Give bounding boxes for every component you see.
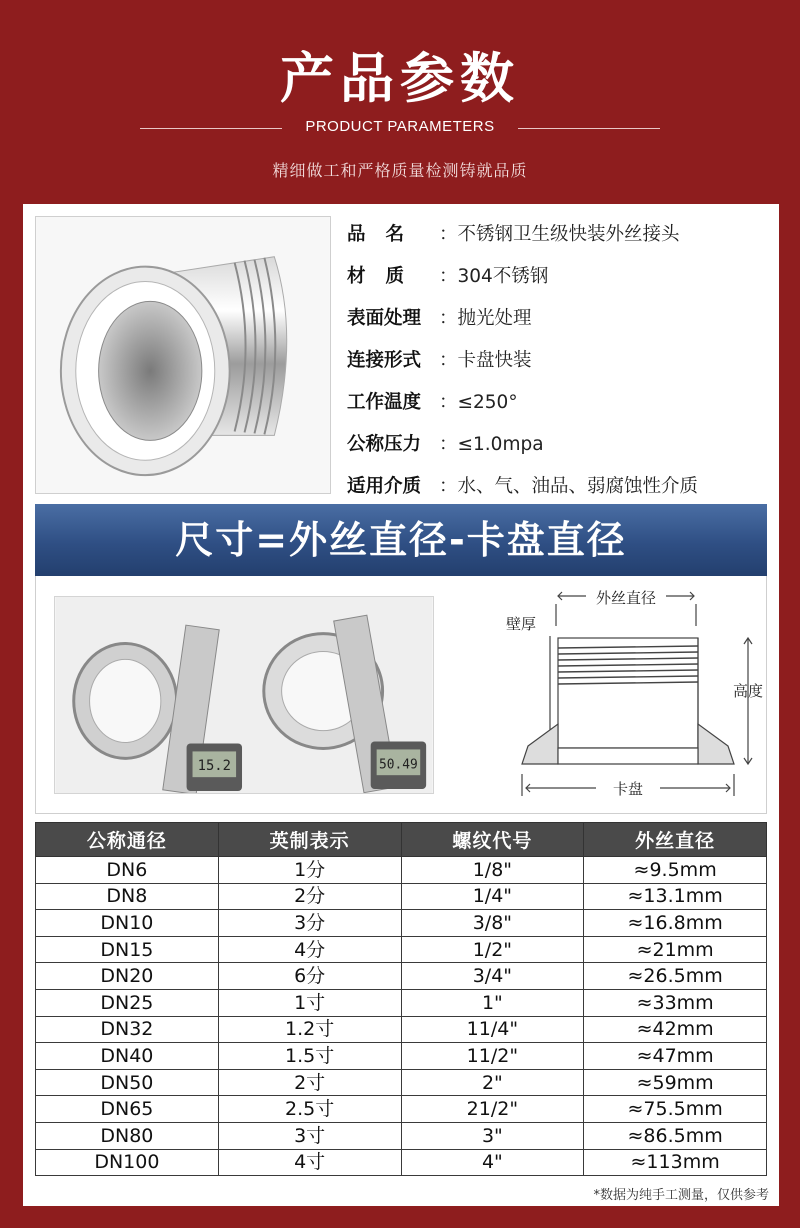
table-cell: 21/2" [401, 1096, 584, 1123]
spec-label: 公称压力 [347, 434, 422, 455]
spec-label: 表面处理 [347, 308, 422, 329]
table-cell: 1.2寸 [218, 1016, 401, 1043]
column-header: 公称通径 [36, 823, 219, 857]
spec-value: ：水、气、油品、弱腐蚀性介质 [439, 476, 699, 497]
table-cell: DN40 [36, 1043, 219, 1070]
table-cell: ≈33mm [584, 989, 767, 1016]
table-cell: 1寸 [218, 989, 401, 1016]
spec-value: ：304不锈钢 [439, 266, 549, 287]
table-cell: DN20 [36, 963, 219, 990]
table-row [36, 1096, 767, 1123]
table-cell: 6分 [218, 963, 401, 990]
table-cell: 1分 [218, 857, 401, 884]
table-cell: 3" [401, 1122, 584, 1149]
size-formula-banner [35, 504, 767, 576]
clamp-label: 卡盘 [612, 780, 644, 798]
table-cell: DN15 [36, 936, 219, 963]
spec-label: 品名 [347, 224, 425, 245]
table-row [36, 1016, 767, 1043]
table-cell: DN8 [36, 883, 219, 910]
table-cell: ≈59mm [584, 1069, 767, 1096]
table-row [36, 910, 767, 937]
table-cell: ≈13.1mm [584, 883, 767, 910]
table-cell: 1/2" [401, 936, 584, 963]
table-cell: 4寸 [218, 1149, 401, 1176]
spec-value: ：≤1.0mpa [439, 434, 544, 455]
table-cell: ≈47mm [584, 1043, 767, 1070]
table-cell: DN25 [36, 989, 219, 1016]
table-row [36, 989, 767, 1016]
spec-value: ：不锈钢卫生级快装外丝接头 [439, 224, 680, 245]
fitting-illustration [36, 217, 330, 493]
section-diagram [466, 576, 766, 812]
table-cell: 11/4" [401, 1016, 584, 1043]
table-cell: ≈86.5mm [584, 1122, 767, 1149]
caliper-illustration [55, 597, 433, 793]
table-cell: 4分 [218, 936, 401, 963]
wall-thickness-label: 壁厚 [506, 615, 537, 633]
banner-text: 尺寸=外丝直径-卡盘直径 [175, 518, 627, 562]
table-cell: 3分 [218, 910, 401, 937]
table-cell: DN10 [36, 910, 219, 937]
height-label-text: 高度 [732, 682, 764, 700]
spec-label: 材质 [347, 266, 425, 287]
dimension-drawing [466, 576, 766, 812]
table-row [36, 1043, 767, 1070]
parameter-card [23, 204, 779, 1206]
table-cell: 1.5寸 [218, 1043, 401, 1070]
caliper-photo [54, 596, 434, 794]
outer-thread-label: 外丝直径 [595, 589, 657, 607]
column-header: 外丝直径 [584, 823, 767, 857]
table-cell: 4" [401, 1149, 584, 1176]
spec-row [347, 424, 767, 466]
table-cell: 1/4" [401, 883, 584, 910]
spec-value: ：卡盘快装 [439, 350, 532, 371]
table-cell: DN65 [36, 1096, 219, 1123]
table-cell: ≈21mm [584, 936, 767, 963]
spec-list [347, 214, 767, 508]
table-cell: ≈26.5mm [584, 963, 767, 990]
table-cell: 2.5寸 [218, 1096, 401, 1123]
table-cell: 1/8" [401, 857, 584, 884]
table-cell: DN6 [36, 857, 219, 884]
spec-value: ：≤250° [439, 392, 518, 413]
table-cell: DN80 [36, 1122, 219, 1149]
table-cell: 2分 [218, 883, 401, 910]
table-row [36, 883, 767, 910]
height-label [733, 682, 763, 700]
spec-row [347, 466, 767, 508]
table-cell: ≈16.8mm [584, 910, 767, 937]
table-body [36, 857, 767, 1176]
disclaimer-note: *数据为纯手工测量，仅供参考 [593, 1188, 769, 1203]
table-cell: 11/2" [401, 1043, 584, 1070]
page-subtitle: PRODUCT PARAMETERS [305, 118, 495, 135]
size-table [35, 822, 767, 1176]
caliper-reading: 15.2 [197, 758, 231, 775]
table-cell: ≈113mm [584, 1149, 767, 1176]
table-cell: 1" [401, 989, 584, 1016]
spec-value: ：抛光处理 [439, 308, 532, 329]
spec-row [347, 340, 767, 382]
product-photo [35, 216, 331, 494]
table-cell: DN32 [36, 1016, 219, 1043]
table-row [36, 1149, 767, 1176]
table-cell: 3/4" [401, 963, 584, 990]
spec-row [347, 298, 767, 340]
spec-row [347, 214, 767, 256]
spec-row [347, 382, 767, 424]
table-cell: 3寸 [218, 1122, 401, 1149]
page-title: 产品参数 [280, 47, 520, 110]
measurement-panel [35, 576, 767, 814]
spec-row [347, 256, 767, 298]
table-cell: DN50 [36, 1069, 219, 1096]
table-cell: DN100 [36, 1149, 219, 1176]
column-header: 英制表示 [218, 823, 401, 857]
spec-label: 工作温度 [347, 392, 422, 413]
table-cell: ≈42mm [584, 1016, 767, 1043]
table-row [36, 857, 767, 884]
table-cell: 2" [401, 1069, 584, 1096]
table-cell: 2寸 [218, 1069, 401, 1096]
caliper-reading: 50.49 [379, 757, 418, 773]
table-row [36, 963, 767, 990]
table-row [36, 1069, 767, 1096]
table-cell: ≈75.5mm [584, 1096, 767, 1123]
spec-label: 连接形式 [347, 350, 422, 371]
page-tagline: 精细做工和严格质量检测铸就品质 [272, 161, 528, 180]
table-row [36, 936, 767, 963]
table-cell: 3/8" [401, 910, 584, 937]
table-header-row [36, 823, 767, 857]
table-cell: ≈9.5mm [584, 857, 767, 884]
table-row [36, 1122, 767, 1149]
column-header: 螺纹代号 [401, 823, 584, 857]
spec-label: 适用介质 [347, 476, 422, 497]
